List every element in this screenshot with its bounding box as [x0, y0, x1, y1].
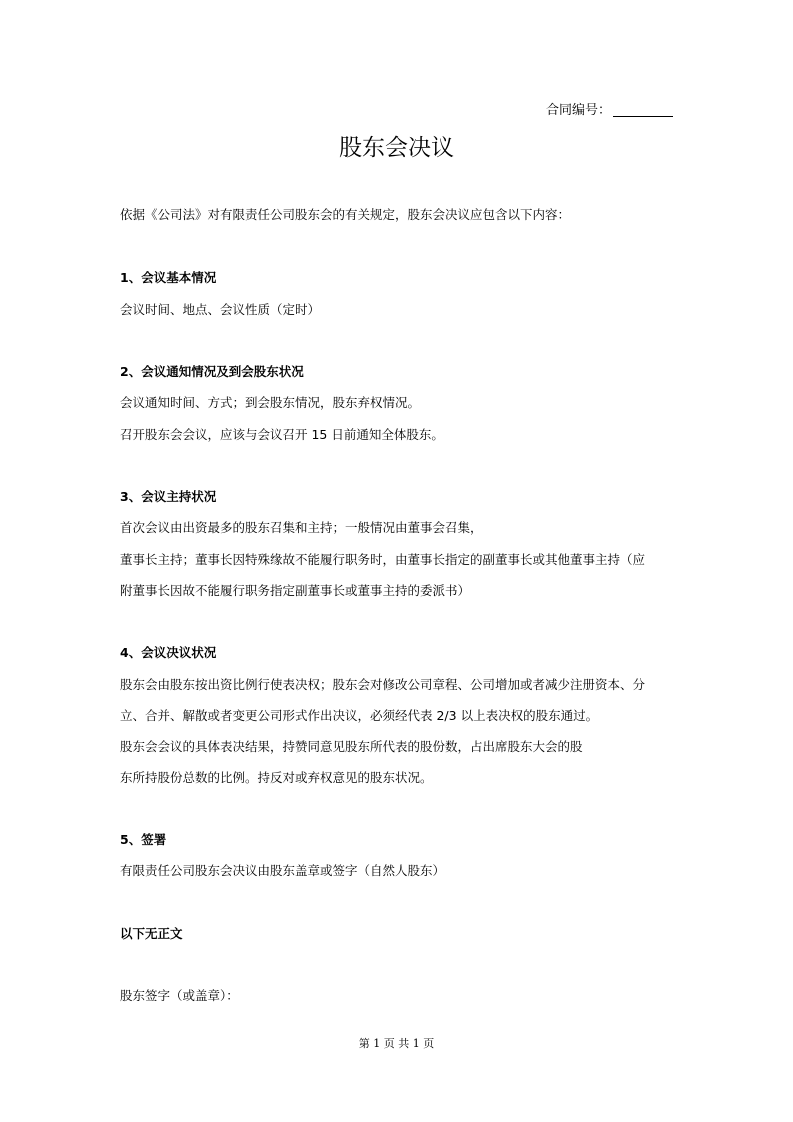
- section-4-line-4: 东所持股份总数的比例。持反对或弃权意见的股东状况。: [120, 770, 433, 785]
- section-3-line-1: 首次会议由出资最多的股东召集和主持；一般情况由董事会召集，: [120, 520, 483, 535]
- section-3-heading: 3、会议主持状况: [120, 489, 217, 504]
- end-of-text-note: 以下无正文: [120, 926, 183, 941]
- intro-paragraph: 依据《公司法》对有限责任公司股东会的有关规定，股东会决议应包含以下内容：: [120, 207, 571, 222]
- contract-number-label: 合同编号：: [545, 103, 611, 118]
- section-4-heading: 4、会议决议状况: [120, 645, 217, 660]
- signature-label: 股东签字（或盖章）：: [120, 988, 239, 1003]
- section-3-line-3: 附董事长因故不能履行职务指定副董事长或董事主持的委派书）: [120, 583, 471, 598]
- section-1-line-1: 会议时间、地点、会议性质（定时）: [120, 302, 321, 317]
- document-title: 股东会决议: [339, 135, 454, 161]
- section-2-line-2: 召开股东会会议，应该与会议召开 15 日前通知全体股东。: [120, 427, 444, 442]
- section-2-line-1: 会议通知时间、方式；到会股东情况，股东弃权情况。: [120, 395, 421, 410]
- contract-number-field: [546, 101, 673, 121]
- section-2-heading: 2、会议通知情况及到会股东状况: [120, 364, 304, 379]
- section-4-line-1: 股东会由股东按出资比例行使表决权；股东会对修改公司章程、公司增加或者减少注册资本、分: [120, 677, 646, 692]
- section-4-line-2: 立、合并、解散或者变更公司形式作出决议，必须经代表 2/3 以上表决权的股东通过。: [120, 708, 599, 723]
- section-1-heading: 1、会议基本情况: [120, 270, 217, 285]
- contract-number-blank: [613, 102, 673, 117]
- page-footer: 第 1 页 共 1 页: [358, 1037, 435, 1050]
- section-4-line-3: 股东会会议的具体表决结果，持赞同意见股东所代表的股份数，占出席股东大会的股: [120, 739, 583, 754]
- section-5-heading: 5、签署: [120, 832, 167, 847]
- section-5-line-1: 有限责任公司股东会决议由股东盖章或签字（自然人股东）: [120, 863, 446, 878]
- section-3-line-2: 董事长主持；董事长因特殊缘故不能履行职务时，由董事长指定的副董事长或其他董事主持（应: [120, 552, 646, 567]
